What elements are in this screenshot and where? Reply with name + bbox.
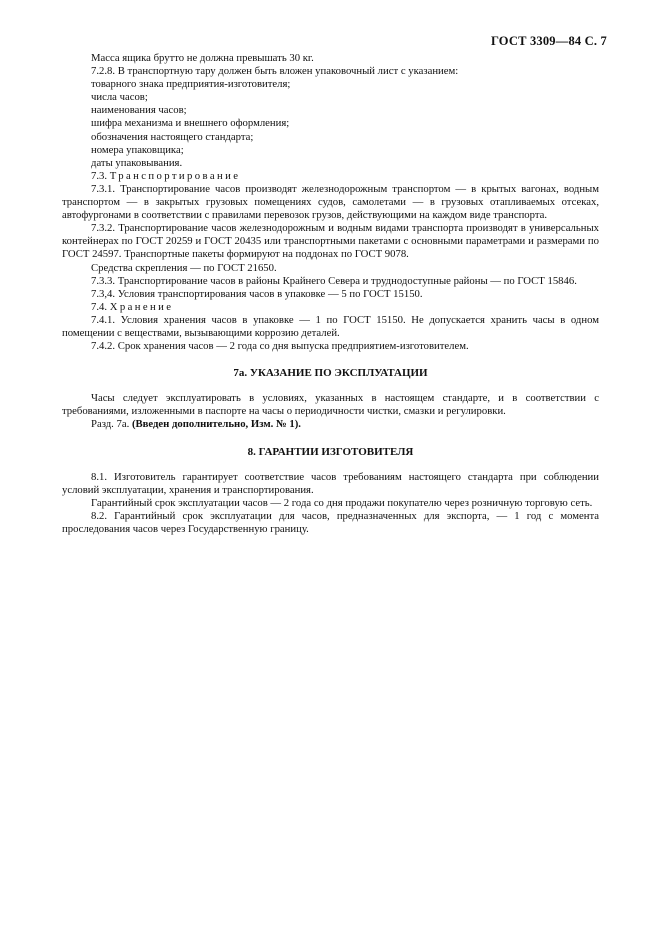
list-item: номера упаковщика;	[91, 143, 184, 156]
list-item: числа часов;	[91, 91, 148, 104]
paragraph-7-4-1: 7.4.1. Условия хранения часов в упаковке — 1 по ГОСТ 15150. Не допускается хранить часы в одном помещении с веществами, вызывающими коррозию деталей.	[62, 313, 599, 339]
amendment-note: (Введен дополнительно, Изм. № 1).	[131, 418, 301, 431]
list-item: шифра механизма и внешнего оформления;	[91, 117, 290, 130]
section-7-4-heading	[62, 301, 599, 314]
section-7-3-number: 7.3.	[91, 169, 108, 182]
section-8-heading: 8. ГАРАНТИИ ИЗГОТОВИТЕЛЯ	[247, 445, 414, 458]
section-7a-heading: 7а. УКАЗАНИЕ ПО ЭКСПЛУАТАЦИИ	[233, 367, 428, 380]
list-item: товарного знака предприятия-изготовителя;	[91, 78, 291, 91]
paragraph-7-3-3: 7.3.3. Транспортирование часов в районы Крайнего Севера и труднодоступные районы — по ГОСТ 15846.	[91, 274, 577, 287]
paragraph-7a: Часы следует эксплуатировать в условиях, указанных в настоящем стандарте, и в соответствии с требованиями, изложенными в паспорте на часы о периодичности чистки, смазки и регулировки.	[62, 392, 599, 418]
paragraph-warranty-period: Гарантийный срок эксплуатации часов — 2 года со дня продажи покупателю через розничную торговую сеть.	[91, 496, 593, 509]
section-7-3-title: Транспортирование	[109, 169, 241, 182]
section-7-4-number: 7.4.	[91, 300, 108, 313]
document-body	[62, 52, 599, 536]
paragraph-7-2-8: 7.2.8. В транспортную тару должен быть вложен упаковочный лист с указанием:	[91, 65, 459, 78]
paragraph-7-3-1: 7.3.1. Транспортирование часов производят железнодорожным транспортом — в крытых вагонах, водным транспортом — в закрытых грузовых помещениях судов, самолетами — в грузовых отапливаемых отсеках, автофургонами в соответствии с правилами перевозок грузов, действующими на каждом виде транспорта.	[62, 182, 599, 222]
paragraph-8-1: 8.1. Изготовитель гарантирует соответствие часов требованиям настоящего стандарта при соблюдении условий эксплуатации, хранения и транспортирования.	[62, 470, 599, 496]
section-7-4-title: Хранение	[109, 300, 174, 313]
list-item: даты упаковывания.	[91, 156, 183, 169]
paragraph-8-2: 8.2. Гарантийный срок эксплуатации для часов, предназначенных для экспорта, — 1 год с момента проследования часов через Государственную границу.	[62, 509, 599, 535]
section-7-3-heading	[62, 170, 599, 183]
razd-prefix: Разд. 7а.	[91, 418, 130, 431]
paragraph-fixing-means: Средства скрепления — по ГОСТ 21650.	[91, 261, 277, 274]
list-item: наименования часов;	[91, 104, 187, 117]
list-item: обозначения настоящего стандарта;	[91, 130, 254, 143]
page-header: ГОСТ 3309—84 С. 7	[490, 34, 607, 48]
paragraph-razd-7a	[62, 418, 599, 431]
paragraph-7-3-4: 7.3,4. Условия транспортирования часов в упаковке — 5 по ГОСТ 15150.	[91, 287, 423, 300]
paragraph-7-4-2: 7.4.2. Срок хранения часов — 2 года со дня выпуска предприятием-изготовителем.	[91, 340, 469, 353]
paragraph-mass: Масса ящика брутто не должна превышать 30 кг.	[91, 52, 314, 64]
paragraph-7-3-2: 7.3.2. Транспортирование часов железнодорожным и водным видами транспорта производят в универсальных контейнерах по ГОСТ 20259 и ГОСТ 20435 или транспортными пакетами с основными параметрами и размерами по ГОСТ 24597. Транспортные пакеты формируют на поддонах по ГОСТ 9078.	[62, 222, 599, 261]
